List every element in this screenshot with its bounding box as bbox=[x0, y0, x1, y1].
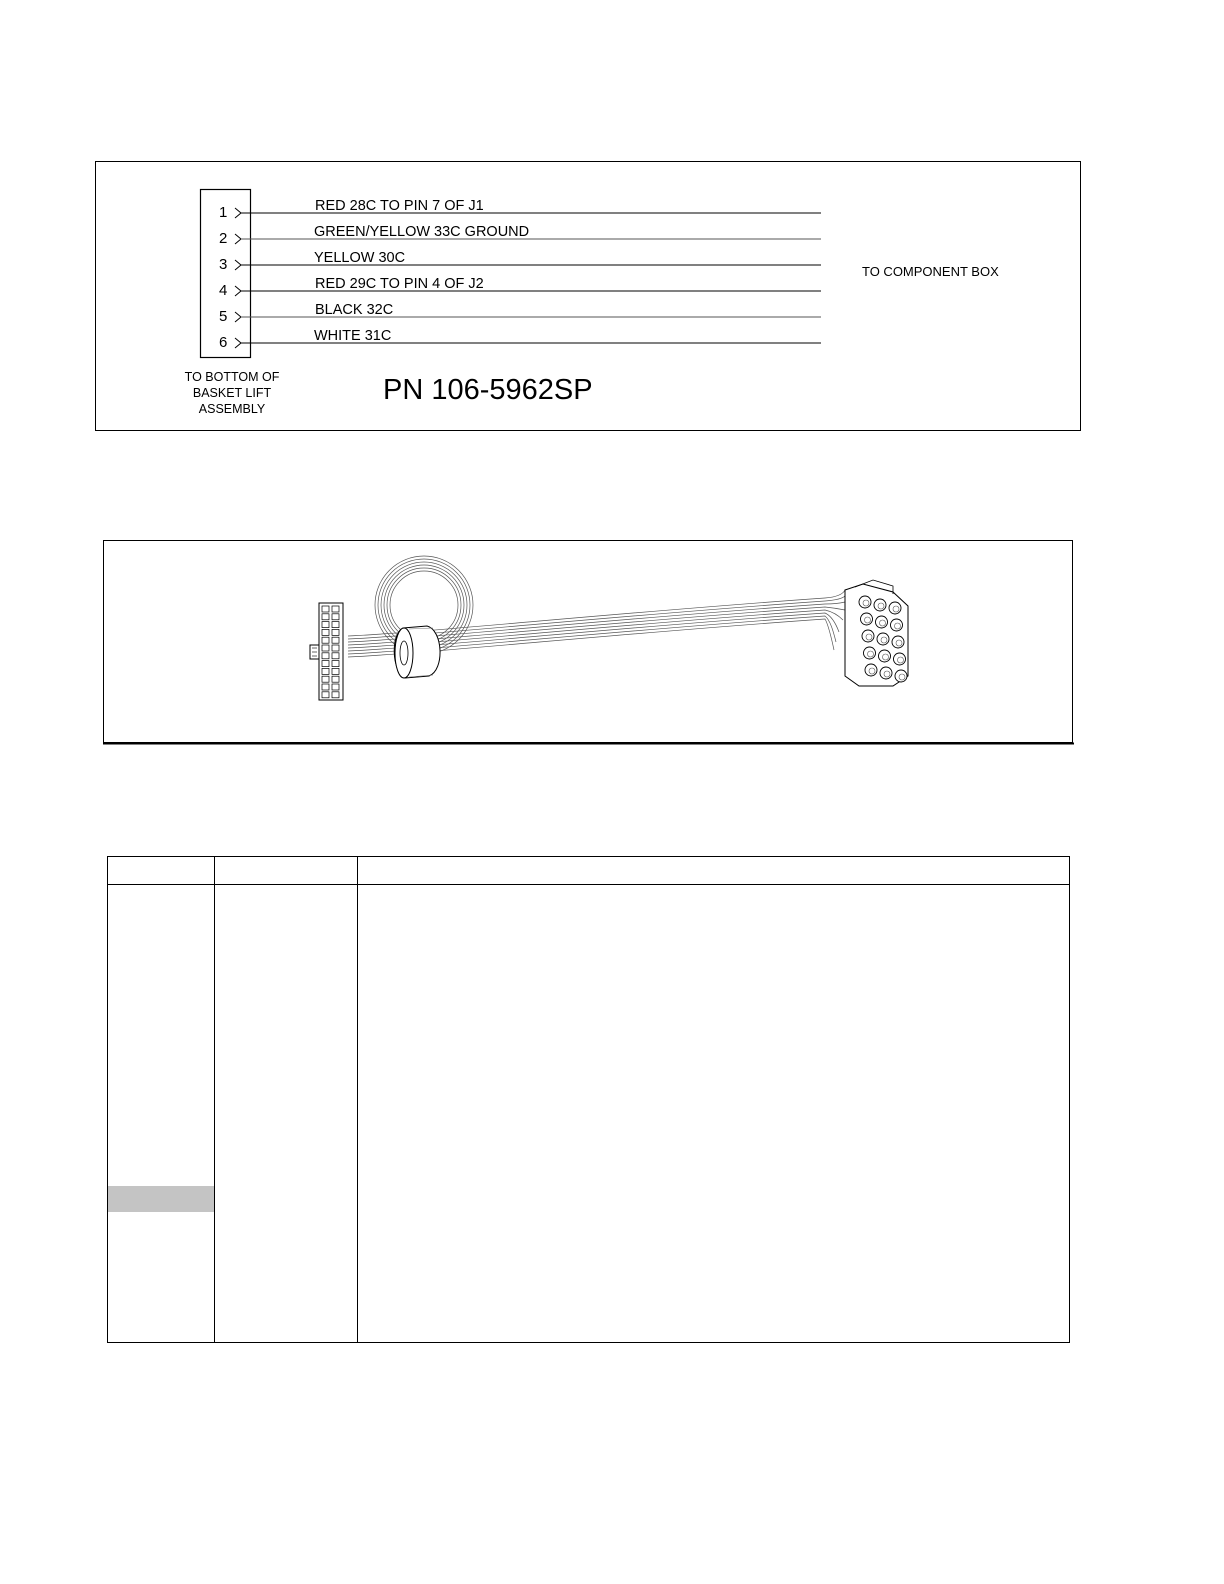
table-border bbox=[108, 857, 1070, 1343]
connector-pin-socket bbox=[894, 653, 906, 665]
connector-pin-cavity bbox=[322, 668, 329, 674]
basket-lift-label-line: BASKET LIFT bbox=[192, 386, 272, 400]
connector-pin-cavity bbox=[322, 645, 329, 651]
highlighted-cell bbox=[108, 1186, 214, 1212]
pin-chevron bbox=[235, 260, 241, 270]
pin-chevron bbox=[235, 312, 241, 322]
connector-pin-socket bbox=[859, 596, 871, 608]
wire-labels bbox=[314, 198, 529, 344]
connector-pin-socket bbox=[876, 616, 888, 628]
wiring-diagram bbox=[95, 161, 1081, 431]
connector-pin-socket bbox=[862, 630, 874, 642]
connector-pin-socket bbox=[891, 619, 903, 631]
parts-table bbox=[107, 856, 1071, 1343]
connector-pin-socket bbox=[895, 670, 907, 682]
connector-pin-socket bbox=[865, 664, 877, 676]
pin-chevrons bbox=[235, 208, 241, 348]
connector-pin-cavity bbox=[322, 692, 329, 698]
pin-number: 3 bbox=[219, 256, 228, 273]
pin-chevron bbox=[235, 286, 241, 296]
connector-pin-socket bbox=[874, 599, 886, 611]
pin-chevron bbox=[235, 234, 241, 244]
connector-pin-cavity bbox=[322, 684, 329, 690]
connector-pin-socket bbox=[880, 667, 892, 679]
connector-pin-cavity bbox=[322, 614, 329, 620]
connector-pin-cavity bbox=[322, 653, 329, 659]
connector-pin-cavity bbox=[322, 622, 329, 628]
basket-lift-label bbox=[185, 370, 280, 416]
connector-pin-cavity bbox=[322, 676, 329, 682]
connector-pin-socket bbox=[861, 613, 873, 625]
pin-number: 6 bbox=[219, 334, 228, 351]
pin-number: 2 bbox=[219, 230, 228, 247]
component-box-label: TO COMPONENT BOX bbox=[862, 264, 999, 279]
connector-pin-cavity bbox=[322, 661, 329, 667]
connector-pin-cavity bbox=[332, 629, 339, 635]
connector-pin-cavity bbox=[332, 614, 339, 620]
wire-label: YELLOW 30C bbox=[314, 250, 406, 266]
ferrite-core bbox=[394, 626, 440, 678]
connector-pin-cavity bbox=[332, 606, 339, 612]
connector-pin-cavity bbox=[332, 645, 339, 651]
connector-pin-cavity bbox=[322, 637, 329, 643]
part-number: PN 106-5962SP bbox=[383, 374, 593, 406]
pin-number: 4 bbox=[219, 282, 228, 299]
wire-label: GREEN/YELLOW 33C GROUND bbox=[314, 224, 530, 240]
connector-pin-socket bbox=[864, 647, 876, 659]
connector-pin-cavity bbox=[332, 684, 339, 690]
connector-pin-cavity bbox=[332, 676, 339, 682]
connector-pin-cavity bbox=[332, 692, 339, 698]
wire-label: RED 29C TO PIN 4 OF J2 bbox=[315, 276, 484, 292]
pin-number: 5 bbox=[219, 308, 228, 325]
harness-illustration bbox=[103, 540, 1074, 745]
connector-pin-socket bbox=[877, 633, 889, 645]
connector-pin-socket bbox=[879, 650, 891, 662]
wire-label: RED 28C TO PIN 7 OF J1 bbox=[315, 198, 484, 214]
connector-pin-socket bbox=[889, 602, 901, 614]
wire-label: BLACK 32C bbox=[315, 302, 394, 318]
connector-pin-cavity bbox=[332, 637, 339, 643]
left-connector bbox=[310, 603, 343, 700]
connector-pin-cavity bbox=[332, 668, 339, 674]
pin-chevron bbox=[235, 208, 241, 218]
connector-pin-cavity bbox=[332, 622, 339, 628]
basket-lift-label-line: TO BOTTOM OF bbox=[184, 370, 280, 384]
pin-number: 1 bbox=[219, 204, 228, 221]
connector-pin-cavity bbox=[332, 653, 339, 659]
right-connector bbox=[845, 580, 908, 686]
wire-label: WHITE 31C bbox=[314, 328, 392, 344]
connector-pin-cavity bbox=[322, 629, 329, 635]
pin-chevron bbox=[235, 338, 241, 348]
pin-list bbox=[219, 204, 227, 351]
connector-pin-cavity bbox=[332, 661, 339, 667]
harness-panel-border bbox=[104, 541, 1073, 743]
connector-pin-cavity bbox=[322, 606, 329, 612]
connector-pin-socket bbox=[892, 636, 904, 648]
basket-lift-label-line: ASSEMBLY bbox=[198, 402, 266, 416]
